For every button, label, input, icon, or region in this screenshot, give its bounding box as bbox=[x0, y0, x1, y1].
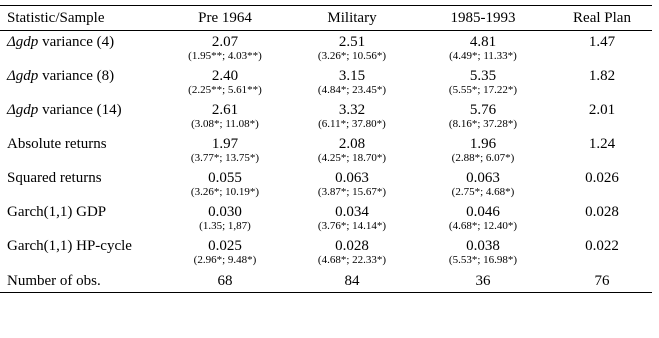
test-statistic: (3.76*; 14.14*) bbox=[317, 220, 387, 232]
test-statistic: (8.16*; 37.28*) bbox=[448, 118, 518, 130]
test-statistics-row bbox=[0, 186, 652, 202]
test-statistic: (3.08*; 11.08*) bbox=[191, 118, 259, 130]
test-statistics-row bbox=[0, 254, 652, 270]
statistic-value: 0.026 bbox=[585, 170, 619, 186]
row-label bbox=[0, 100, 160, 118]
empty-cell bbox=[0, 254, 160, 270]
test-statistic: (4.49*; 11.33*) bbox=[449, 50, 517, 62]
test-statistic: (3.77*; 13.75*) bbox=[190, 152, 260, 164]
observations-count: 68 bbox=[217, 273, 233, 289]
table-row bbox=[0, 134, 652, 152]
test-statistic: (2.96*; 9.48*) bbox=[193, 254, 257, 266]
volatility-statistics-table bbox=[0, 5, 652, 293]
test-statistic bbox=[552, 186, 652, 202]
test-statistic: (4.84*; 23.45*) bbox=[317, 84, 387, 96]
row-label bbox=[0, 31, 160, 51]
header-real-plan: Real Plan bbox=[573, 9, 631, 26]
header-pre-1964: Pre 1964 bbox=[198, 9, 252, 26]
table-body bbox=[0, 31, 652, 293]
statistic-value: 0.063 bbox=[466, 170, 500, 186]
row-label-text: variance (8) bbox=[38, 68, 115, 84]
row-label-text: Squared returns bbox=[7, 170, 102, 186]
observations-count: 76 bbox=[594, 273, 610, 289]
table-header bbox=[0, 6, 652, 31]
row-label-text: Absolute returns bbox=[7, 136, 107, 152]
statistic-value: 1.97 bbox=[211, 136, 239, 152]
statistic-value: 0.022 bbox=[585, 238, 619, 254]
empty-cell bbox=[0, 84, 160, 100]
statistic-value: 3.32 bbox=[338, 102, 366, 118]
test-statistic bbox=[552, 118, 652, 134]
row-label bbox=[0, 168, 160, 186]
test-statistic: (3.26*; 10.19*) bbox=[190, 186, 260, 198]
statistic-value: 3.15 bbox=[338, 68, 366, 84]
test-statistics-row bbox=[0, 118, 652, 134]
test-statistic: (3.26*; 10.56*) bbox=[317, 50, 387, 62]
test-statistic bbox=[552, 50, 652, 66]
empty-cell bbox=[0, 220, 160, 236]
test-statistics-row bbox=[0, 220, 652, 236]
header-row bbox=[0, 6, 652, 31]
statistic-value: 2.08 bbox=[338, 136, 366, 152]
statistic-value: 5.76 bbox=[469, 102, 497, 118]
statistic-value: 0.030 bbox=[208, 204, 242, 220]
test-statistic: (2.75*; 4.68*) bbox=[451, 186, 515, 198]
row-label-variable: Δgdp bbox=[7, 34, 39, 50]
header-military: Military bbox=[327, 9, 377, 26]
table-row bbox=[0, 100, 652, 118]
test-statistic: (2.25**; 5.61**) bbox=[188, 84, 262, 96]
statistic-value: 0.046 bbox=[466, 204, 500, 220]
statistic-value: 2.61 bbox=[211, 102, 239, 118]
statistic-value: 0.028 bbox=[585, 204, 619, 220]
test-statistic: (3.87*; 15.67*) bbox=[317, 186, 387, 198]
statistic-value: 0.025 bbox=[208, 238, 242, 254]
statistic-value: 2.01 bbox=[588, 102, 616, 118]
test-statistic: (4.68*; 12.40*) bbox=[448, 220, 518, 232]
test-statistic: (4.68*; 22.33*) bbox=[317, 254, 387, 266]
test-statistics-row bbox=[0, 84, 652, 100]
table-row bbox=[0, 168, 652, 186]
test-statistic bbox=[552, 254, 652, 270]
empty-cell bbox=[0, 152, 160, 168]
empty-cell bbox=[0, 118, 160, 134]
observations-row bbox=[0, 270, 652, 293]
statistic-value: 0.034 bbox=[335, 204, 369, 220]
row-label bbox=[0, 202, 160, 220]
statistic-value: 1.82 bbox=[588, 68, 616, 84]
table-row bbox=[0, 66, 652, 84]
observations-label: Number of obs. bbox=[7, 273, 101, 289]
table-row bbox=[0, 236, 652, 254]
row-label-text: Garch(1,1) GDP bbox=[7, 204, 107, 220]
test-statistic bbox=[552, 152, 652, 168]
test-statistic: (4.25*; 18.70*) bbox=[317, 152, 387, 164]
test-statistic: (2.88*; 6.07*) bbox=[451, 152, 515, 164]
statistic-value: 1.24 bbox=[588, 136, 616, 152]
row-label-text: Garch(1,1) HP-cycle bbox=[7, 238, 132, 254]
row-label bbox=[0, 236, 160, 254]
row-label-text: variance (4) bbox=[38, 34, 115, 50]
row-label-variable: Δgdp bbox=[7, 68, 39, 84]
statistic-value: 0.055 bbox=[208, 170, 242, 186]
test-statistics-row bbox=[0, 152, 652, 168]
statistic-value: 2.51 bbox=[338, 34, 366, 50]
observations-count: 36 bbox=[475, 273, 491, 289]
empty-cell bbox=[0, 50, 160, 66]
test-statistic: (5.55*; 17.22*) bbox=[448, 84, 518, 96]
statistic-value: 2.40 bbox=[211, 68, 239, 84]
test-statistic: (5.53*; 16.98*) bbox=[448, 254, 518, 266]
statistic-value: 0.038 bbox=[466, 238, 500, 254]
test-statistic: (1.95**; 4.03**) bbox=[188, 50, 262, 62]
statistic-value: 1.96 bbox=[469, 136, 497, 152]
row-label bbox=[0, 66, 160, 84]
statistic-value: 2.07 bbox=[211, 34, 239, 50]
row-label bbox=[0, 134, 160, 152]
header-statistic-sample: Statistic/Sample bbox=[7, 9, 105, 26]
row-label-text: variance (14) bbox=[38, 102, 122, 118]
statistic-value: 0.063 bbox=[335, 170, 369, 186]
test-statistics-row bbox=[0, 50, 652, 66]
test-statistic bbox=[552, 84, 652, 100]
row-label-variable: Δgdp bbox=[7, 102, 39, 118]
statistic-value: 1.47 bbox=[588, 34, 616, 50]
statistic-value: 5.35 bbox=[469, 68, 497, 84]
table-row bbox=[0, 31, 652, 51]
statistic-value: 0.028 bbox=[335, 238, 369, 254]
header-1985-1993: 1985-1993 bbox=[450, 9, 516, 26]
empty-cell bbox=[0, 186, 160, 202]
test-statistic: (6.11*; 37.80*) bbox=[318, 118, 386, 130]
statistic-value: 4.81 bbox=[469, 34, 497, 50]
table-row bbox=[0, 202, 652, 220]
test-statistic: (1.35; 1,87) bbox=[199, 220, 251, 232]
test-statistic bbox=[552, 220, 652, 236]
observations-count: 84 bbox=[344, 273, 360, 289]
